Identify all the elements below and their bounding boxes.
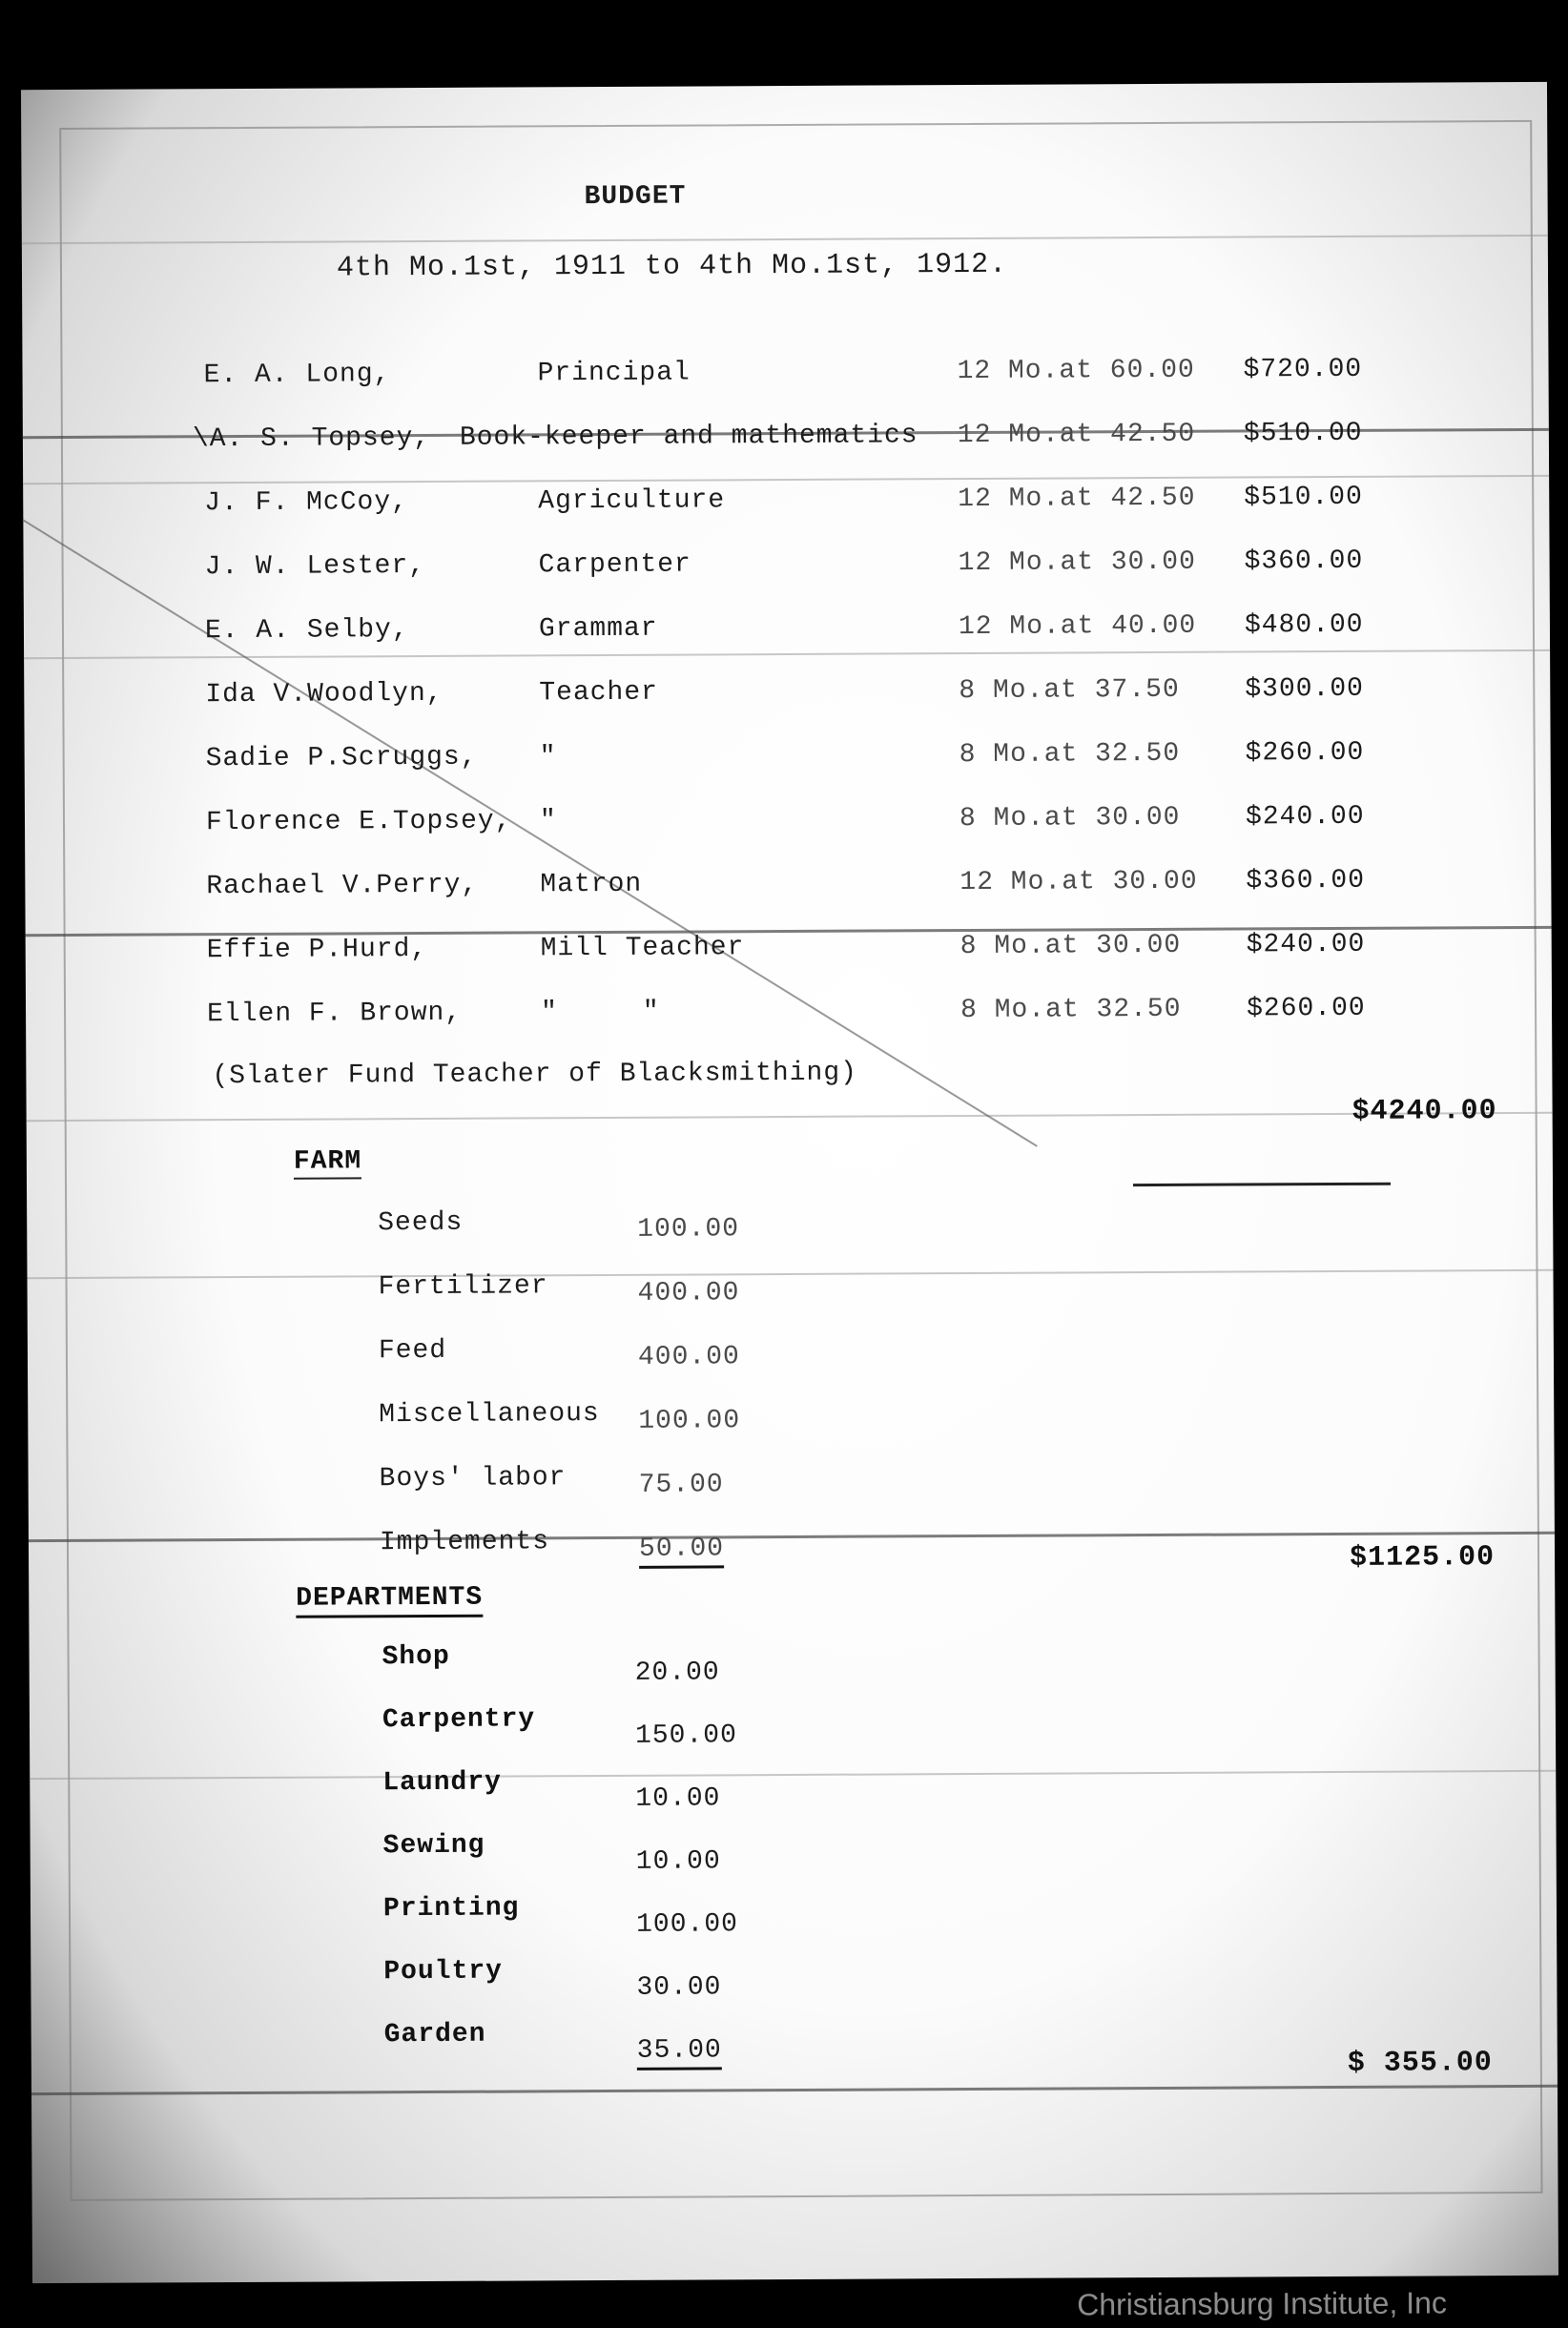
staff-amount: $240.00 <box>1246 929 1366 960</box>
staff-amount: $260.00 <box>1246 993 1366 1024</box>
staff-amount: $720.00 <box>1243 354 1363 385</box>
staff-amount: $480.00 <box>1244 609 1364 641</box>
document-page <box>21 82 1558 2322</box>
staff-name: E. A. Selby, <box>204 615 409 647</box>
staff-name: Rachael V.Perry, <box>206 870 479 902</box>
staff-amount: $260.00 <box>1245 737 1365 769</box>
department-item-amount: 100.00 <box>635 1909 738 1940</box>
staff-name: E. A. Long, <box>203 360 391 391</box>
farm-item-amount: 100.00 <box>637 1214 740 1245</box>
staff-position: Carpenter <box>538 549 691 581</box>
departments-heading: DEPARTMENTS <box>296 1583 483 1618</box>
staff-position: Mill Teacher <box>540 933 745 964</box>
staff-term: 8 Mo.at 30.00 <box>959 802 1181 834</box>
staff-term: 8 Mo.at 37.50 <box>959 674 1180 707</box>
farm-item-amount: 400.00 <box>637 1278 740 1308</box>
staff-position: " <box>539 806 557 836</box>
farm-item-label: Miscellaneous <box>379 1399 600 1431</box>
department-item-amount: 35.00 <box>637 2035 722 2070</box>
staff-position: Book-keeper and mathematics <box>459 421 918 453</box>
farm-item-amount: 400.00 <box>637 1342 740 1372</box>
farm-item-amount: 100.00 <box>638 1406 741 1436</box>
staff-term: 8 Mo.at 32.50 <box>959 994 1182 1026</box>
farm-item-label: Feed <box>378 1335 447 1367</box>
department-item-label: Laundry <box>382 1767 502 1799</box>
staff-name: Florence E.Topsey, <box>205 806 512 838</box>
staff-term: 8 Mo.at 30.00 <box>959 930 1182 962</box>
department-item-label: Garden <box>383 2019 486 2050</box>
staff-position: " " <box>540 997 660 1028</box>
farm-total: $1125.00 <box>1349 1541 1496 1575</box>
department-item-label: Carpentry <box>382 1704 536 1736</box>
staff-position: Principal <box>537 358 691 389</box>
staff-term: 12 Mo.at 40.00 <box>958 610 1197 643</box>
staff-term: 12 Mo.at 30.00 <box>959 866 1198 898</box>
staff-term: 12 Mo.at 42.50 <box>957 419 1196 451</box>
staff-amount: $510.00 <box>1244 482 1363 513</box>
watermark-text: Christiansburg Institute, Inc <box>1077 2285 1447 2322</box>
staff-term: 12 Mo.at 60.00 <box>957 355 1195 387</box>
staff-amount: $510.00 <box>1243 418 1363 449</box>
departments-total: $ 355.00 <box>1347 2047 1493 2080</box>
budget-period: 4th Mo.1st, 1911 to 4th Mo.1st, 1912. <box>336 248 1008 285</box>
department-item-amount: 10.00 <box>635 1783 721 1814</box>
department-item-amount: 10.00 <box>635 1846 721 1877</box>
staff-name: J. W. Lester, <box>204 550 426 583</box>
farm-item-label: Seeds <box>378 1207 464 1239</box>
staff-amount: $360.00 <box>1244 546 1364 577</box>
farm-item-label: Implements <box>379 1527 550 1558</box>
staff-term: 12 Mo.at 30.00 <box>958 546 1196 579</box>
staff-name: Sadie P.Scruggs, <box>205 742 478 774</box>
staff-position: Agriculture <box>538 485 726 517</box>
staff-name: Effie P.Hurd, <box>206 934 428 966</box>
department-item-amount: 30.00 <box>636 1972 722 2003</box>
staff-note: (Slater Fund Teacher of Blacksmithing) <box>212 1058 857 1092</box>
farm-heading: FARM <box>294 1146 361 1179</box>
department-item-label: Poultry <box>383 1956 504 1988</box>
staff-amount: $300.00 <box>1245 673 1365 705</box>
department-item-label: Sewing <box>382 1830 485 1862</box>
farm-item-label: Fertilizer <box>378 1271 548 1303</box>
department-item-label: Printing <box>382 1893 520 1925</box>
staff-amount: $240.00 <box>1245 801 1365 833</box>
staff-name: Ida V.Woodlyn, <box>205 678 444 711</box>
staff-amount: $360.00 <box>1246 865 1366 896</box>
page-title: BUDGET <box>584 181 687 213</box>
department-item-label: Shop <box>382 1641 450 1673</box>
farm-item-label: Boys' labor <box>379 1463 567 1494</box>
staff-position: " <box>539 742 557 773</box>
staff-total: $4240.00 <box>1351 1095 1497 1128</box>
staff-name: Ellen F. Brown, <box>206 998 463 1030</box>
farm-item-amount: 75.00 <box>638 1470 724 1500</box>
staff-position: Matron <box>540 869 643 900</box>
staff-term: 12 Mo.at 42.50 <box>958 483 1196 515</box>
staff-position: Grammar <box>538 613 658 645</box>
staff-term: 8 Mo.at 32.50 <box>959 738 1181 771</box>
staff-name: J. F. McCoy, <box>204 487 408 519</box>
department-item-amount: 150.00 <box>634 1720 737 1751</box>
department-item-amount: 20.00 <box>634 1658 720 1688</box>
staff-position: Teacher <box>539 677 659 709</box>
staff-name: \A. S. Topsey, <box>192 422 431 455</box>
farm-item-amount: 50.00 <box>639 1534 724 1568</box>
